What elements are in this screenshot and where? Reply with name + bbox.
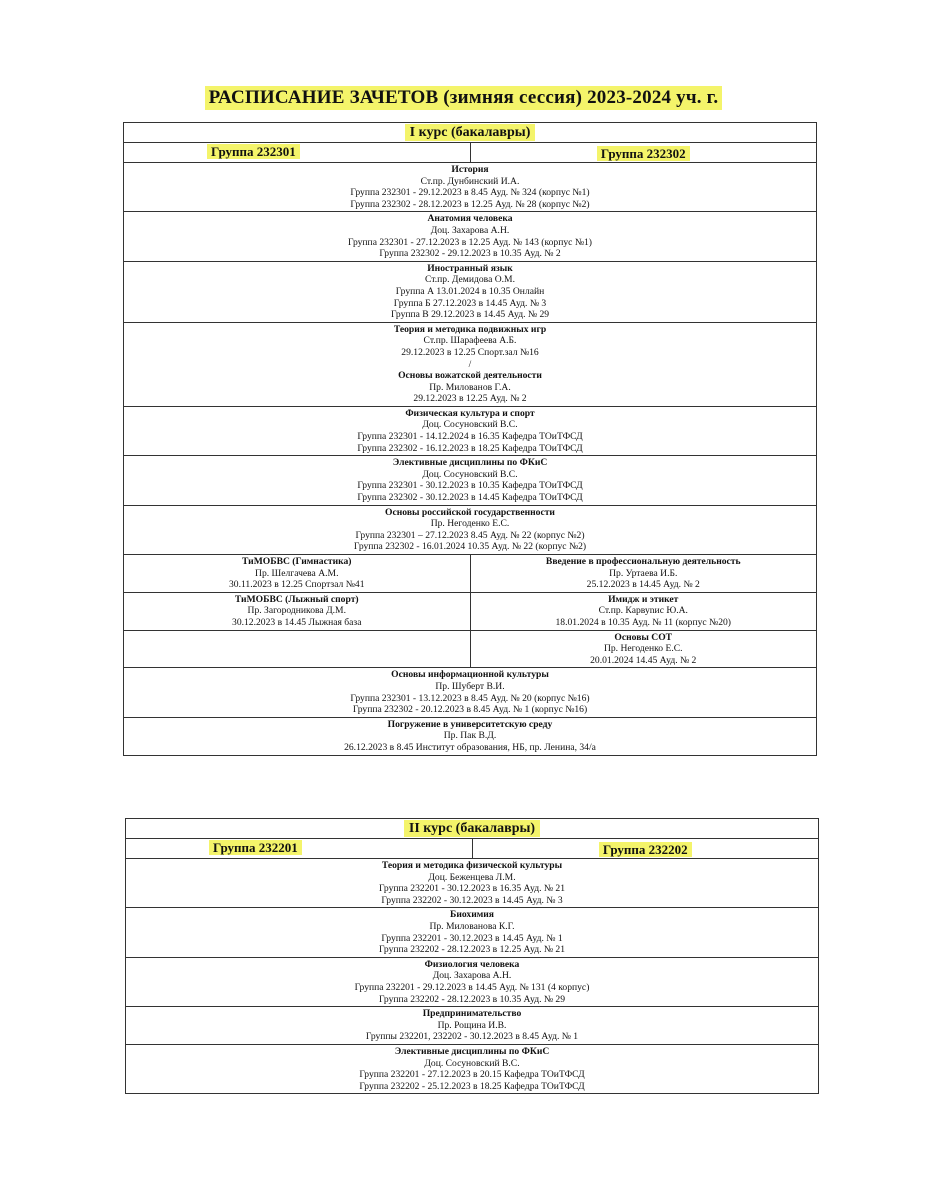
schedule-line: 18.01.2024 в 10.35 Ауд. № 11 (корпус №20) <box>555 616 731 628</box>
subject-title: Иностранный язык <box>427 262 513 274</box>
teacher: Пр. Загородникова Д.М. <box>247 605 346 617</box>
schedule-cell <box>126 1044 819 1093</box>
schedule-line: Группа 232302 - 28.12.2023 в 12.25 Ауд. № 28 (корпус №2) <box>350 198 590 210</box>
schedule-line: Группа 232201 - 27.12.2023 в 20.15 Кафедра ТОиТФСД <box>359 1069 585 1081</box>
schedule-cell <box>126 859 819 908</box>
schedule-line: Группа 232201 - 30.12.2023 в 16.35 Ауд. № 21 <box>378 883 566 895</box>
schedule-line: 25.12.2023 в 14.45 Ауд. № 2 <box>586 579 700 591</box>
schedule-line: Группа 232302 - 20.12.2023 в 8.45 Ауд. № 1 (корпус №16) <box>352 704 588 716</box>
subject-title: Введение в профессиональную деятельность <box>545 556 741 567</box>
subject-title: Предпринимательство <box>422 1008 522 1020</box>
schedule-line: Группа 232302 - 16.12.2023 в 18.25 Кафедра ТОиТФСД <box>357 442 583 454</box>
schedule-cell <box>124 163 817 212</box>
teacher: Пр. Шуберт В.И. <box>435 680 505 692</box>
course1-table <box>123 122 817 756</box>
schedule-line: Группа 232202 - 28.12.2023 в 12.25 Ауд. № 21 <box>378 944 566 956</box>
teacher: Ст.пр. Демидова О.М. <box>425 274 515 286</box>
teacher: Доц. Беженцева Л.М. <box>428 871 516 883</box>
subject-title: Основы информационной культуры <box>391 669 549 681</box>
course2-group-left: Группа 232201 <box>209 840 302 855</box>
teacher: Ст.пр. Дунбинский И.А. <box>420 175 520 187</box>
course2-group-left-cell <box>126 839 473 859</box>
schedule-line: Группа 232301 – 27.12.2023 8.45 Ауд. № 22 (корпус №2) <box>355 529 585 541</box>
teacher: Пр. Пак В.Д. <box>443 730 497 742</box>
schedule-cell-right <box>470 630 817 668</box>
schedule-line: Группа 232202 - 28.12.2023 в 10.35 Ауд. № 29 <box>378 993 566 1005</box>
title-wrap <box>0 86 927 110</box>
subject-title: Основы вожатской деятельности <box>398 370 542 382</box>
schedule-cell <box>124 212 817 261</box>
course1-group-left: Группа 232301 <box>207 144 300 159</box>
teacher: Пр. Уртаева И.Б. <box>609 567 678 579</box>
subject-title: Основы СОТ <box>614 631 673 643</box>
subject-title: Погружение в университетскую среду <box>387 718 553 730</box>
schedule-line: Группа 232301 - 14.12.2024 в 16.35 Кафедра ТОиТФСД <box>357 431 583 443</box>
teacher: Доц. Захарова А.Н. <box>432 970 512 982</box>
schedule-cell <box>124 717 817 755</box>
teacher: Ст.пр. Карвуnис Ю.А. <box>598 605 688 617</box>
teacher: Доц. Сосуновский В.С. <box>422 468 518 480</box>
teacher: Доц. Захарова А.Н. <box>430 224 510 236</box>
schedule-line: Группа 232301 - 27.12.2023 в 12.25 Ауд. № 143 (корпус №1) <box>348 236 592 248</box>
schedule-line: Группа 232301 - 29.12.2023 в 8.45 Ауд. № 324 (корпус №1) <box>350 187 590 199</box>
subject-title: ТиМОБВС (Лыжный спорт) <box>234 593 359 605</box>
subject-title: Физическая культура и спорт <box>405 407 535 419</box>
schedule-line: Группа В 29.12.2023 в 14.45 Ауд. № 29 <box>390 309 550 321</box>
course2-group-right: Группа 232202 <box>599 842 692 857</box>
teacher: Пр. Негоденко Е.С. <box>430 518 510 530</box>
schedule-line: 30.12.2023 в 14.45 Лыжная база <box>232 616 362 628</box>
teacher: Пр. Негоденко Е.С. <box>603 643 683 655</box>
schedule-cell <box>124 322 817 406</box>
schedule-line: Группа 232301 - 13.12.2023 в 8.45 Ауд. № 20 (корпус №16) <box>350 692 590 704</box>
course1-header-cell <box>124 123 817 143</box>
schedule-line: 29.12.2023 в 12.25 Ауд. № 2 <box>413 393 527 405</box>
schedule-line: 30.11.2023 в 12.25 Спортзал №41 <box>228 579 365 591</box>
course1-header: I курс (бакалавры) <box>405 124 536 141</box>
subject-title: Элективные дисциплины по ФКиС <box>394 1045 550 1057</box>
course2-table <box>125 818 819 1094</box>
schedule-cell-left <box>124 592 471 630</box>
schedule-cell-left-empty <box>124 630 471 668</box>
schedule-line: Группа 232302 - 29.12.2023 в 10.35 Ауд. № 2 <box>379 248 561 260</box>
separator-slash: / <box>468 358 472 370</box>
teacher: Доц. Сосуновский В.С. <box>424 1057 520 1069</box>
teacher: Пр. Милованова К.Г. <box>429 920 515 932</box>
schedule-line: 26.12.2023 в 8.45 Институт образования, НБ, пр. Ленина, 34/а <box>344 741 596 753</box>
schedule-cell <box>124 261 817 322</box>
schedule-cell <box>126 908 819 957</box>
schedule-line: Группа 232201 - 30.12.2023 в 14.45 Ауд. № 1 <box>381 932 563 944</box>
subject-title: ТиМОБВС (Гимнастика) <box>242 556 352 567</box>
subject-title: Анатомия человека <box>427 213 513 225</box>
course1-group-left-cell <box>124 143 471 163</box>
schedule-line: 29.12.2023 в 12.25 Спорт.зал №16 <box>401 346 539 358</box>
schedule-line: Группа Б 27.12.2023 в 14.45 Ауд. № 3 <box>393 297 547 309</box>
schedule-cell-left <box>124 555 471 593</box>
subject-title: Имидж и этикет <box>608 593 679 605</box>
schedule-line: Группа 232302 - 16.01.2024 10.35 Ауд. № 22 (корпус №2) <box>353 541 587 553</box>
subject-title: Биохимия <box>449 909 494 921</box>
course2-header-cell <box>126 819 819 839</box>
schedule-cell-right <box>470 555 817 593</box>
course2-group-right-cell <box>472 839 819 859</box>
course1-group-right-cell <box>470 143 817 163</box>
schedule-cell <box>124 668 817 717</box>
schedule-line: Группа 232301 - 30.12.2023 в 10.35 Кафедра ТОиТФСД <box>357 480 583 492</box>
schedule-line: Группа 232201 - 29.12.2023 в 14.45 Ауд. № 131 (4 корпус) <box>354 981 590 993</box>
schedule-cell <box>124 456 817 505</box>
course2-header: II курс (бакалавры) <box>404 820 540 837</box>
course1-group-right: Группа 232302 <box>597 146 690 161</box>
subject-title: Теория и методика физической культуры <box>381 860 563 871</box>
schedule-cell <box>126 1007 819 1045</box>
subject-title: Физиология человека <box>424 958 520 970</box>
schedule-line: Группа 232302 - 30.12.2023 в 14.45 Кафедра ТОиТФСД <box>357 492 583 504</box>
teacher: Пр. Милованов Г.А. <box>429 381 511 393</box>
schedule-line: Группа 232202 - 25.12.2023 в 18.25 Кафедра ТОиТФСД <box>359 1080 585 1092</box>
schedule-line: Группа 232202 - 30.12.2023 в 14.45 Ауд. № 3 <box>381 894 563 906</box>
schedule-cell <box>126 957 819 1006</box>
schedule-cell <box>124 505 817 554</box>
schedule-line: 20.01.2024 14.45 Ауд. № 2 <box>590 654 697 666</box>
subject-title: История <box>451 164 489 175</box>
page-title: РАСПИСАНИЕ ЗАЧЕТОВ (зимняя сессия) 2023-2024 уч. г. <box>205 86 723 110</box>
teacher: Доц. Сосуновский В.С. <box>422 419 518 431</box>
schedule-line: Группы 232201, 232202 - 30.12.2023 в 8.45 Ауд. № 1 <box>365 1031 579 1043</box>
schedule-cell <box>124 406 817 455</box>
teacher: Пр. Рощина И.В. <box>437 1019 507 1031</box>
schedule-cell-right <box>470 592 817 630</box>
subject-title: Теория и методика подвижных игр <box>393 323 547 335</box>
subject-title: Элективные дисциплины по ФКиС <box>392 457 548 469</box>
subject-title: Основы российской государственности <box>385 506 555 518</box>
teacher: Пр. Шелгачева А.М. <box>255 567 339 579</box>
teacher: Ст.пр. Шарафеева А.Б. <box>423 335 517 347</box>
schedule-line: Группа А 13.01.2024 в 10.35 Онлайн <box>395 285 545 297</box>
